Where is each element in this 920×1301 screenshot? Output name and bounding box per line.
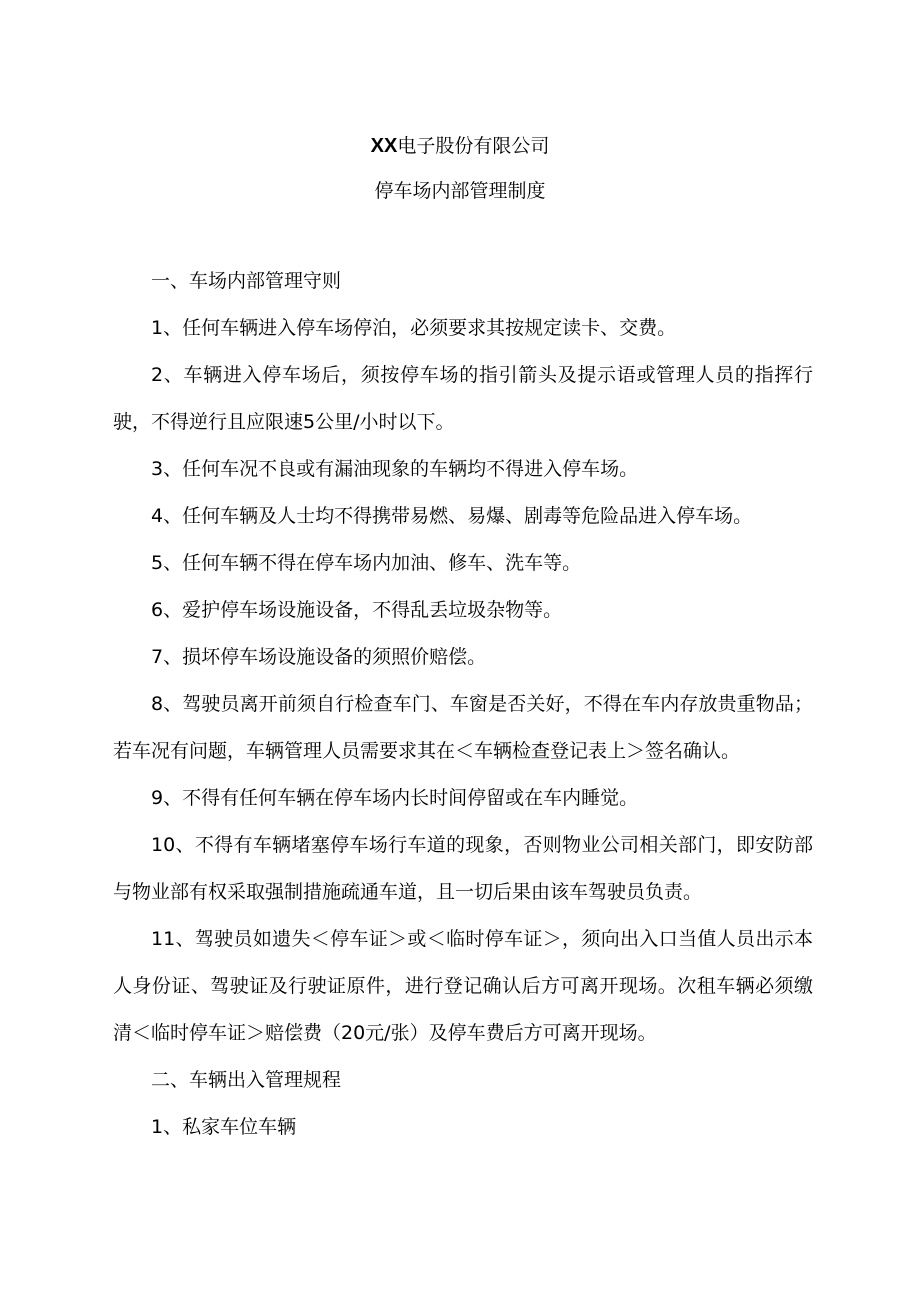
section-heading: 二、车辆出入管理规程 — [151, 1069, 342, 1091]
rule-item: 9、不得有任何车辆在停车场内长时间停留或在车内睡觉。 — [151, 787, 639, 809]
rule-item: 7、损坏停车场设施设备的须照价赔偿。 — [151, 646, 487, 668]
company-name-suffix: 电子股份有限公司 — [397, 135, 550, 157]
rule-item: 4、任何车辆及人士均不得携带易燃、易爆、剧毒等危险品进入停车场。 — [151, 505, 753, 527]
document-title: 停车场内部管理制度 — [374, 180, 546, 202]
rule-item: 3、任何车况不良或有漏油现象的车辆均不得进入停车场。 — [151, 458, 639, 480]
rule-item: 8、驾驶员离开前须自行检查车门、车窗是否关好，不得在车内存放贵重物品；若车况有问题，车辆管理人员需要求其在＜车辆检查登记表上＞签名确认。 — [113, 693, 813, 762]
company-name-prefix: XX — [370, 135, 398, 157]
rule-item: 5、任何车辆不得在停车场内加油、修车、洗车等。 — [151, 552, 582, 574]
company-name — [0, 134, 920, 158]
rule-item: 10、不得有车辆堵塞停车场行车道的现象，否则物业公司相关部门，即安防部与物业部有权采取强制措施疏通车道，且一切后果由该车驾驶员负责。 — [113, 834, 813, 903]
section-heading: 一、车场内部管理守则 — [151, 270, 342, 292]
rule-item: 2、车辆进入停车场后，须按停车场的指引箭头及提示语或管理人员的指挥行驶，不得逆行且应限速5公里/小时以下。 — [113, 364, 813, 433]
rule-item: 1、任何车辆进入停车场停泊，必须要求其按规定读卡、交费。 — [151, 317, 677, 339]
rule-item: 1、私家车位车辆 — [151, 1116, 297, 1138]
rule-item: 11、驾驶员如遗失＜停车证＞或＜临时停车证＞，须向出入口当值人员出示本人身份证、驾驶证及行驶证原件，进行登记确认后方可离开现场。次租车辆必须缴清＜临时停车证＞赔偿费（20元/张）及停车费后方可离开现场。 — [113, 928, 813, 1044]
document-body — [113, 258, 813, 1151]
rule-item: 6、爱护停车场设施设备，不得乱丢垃圾杂物等。 — [151, 599, 563, 621]
